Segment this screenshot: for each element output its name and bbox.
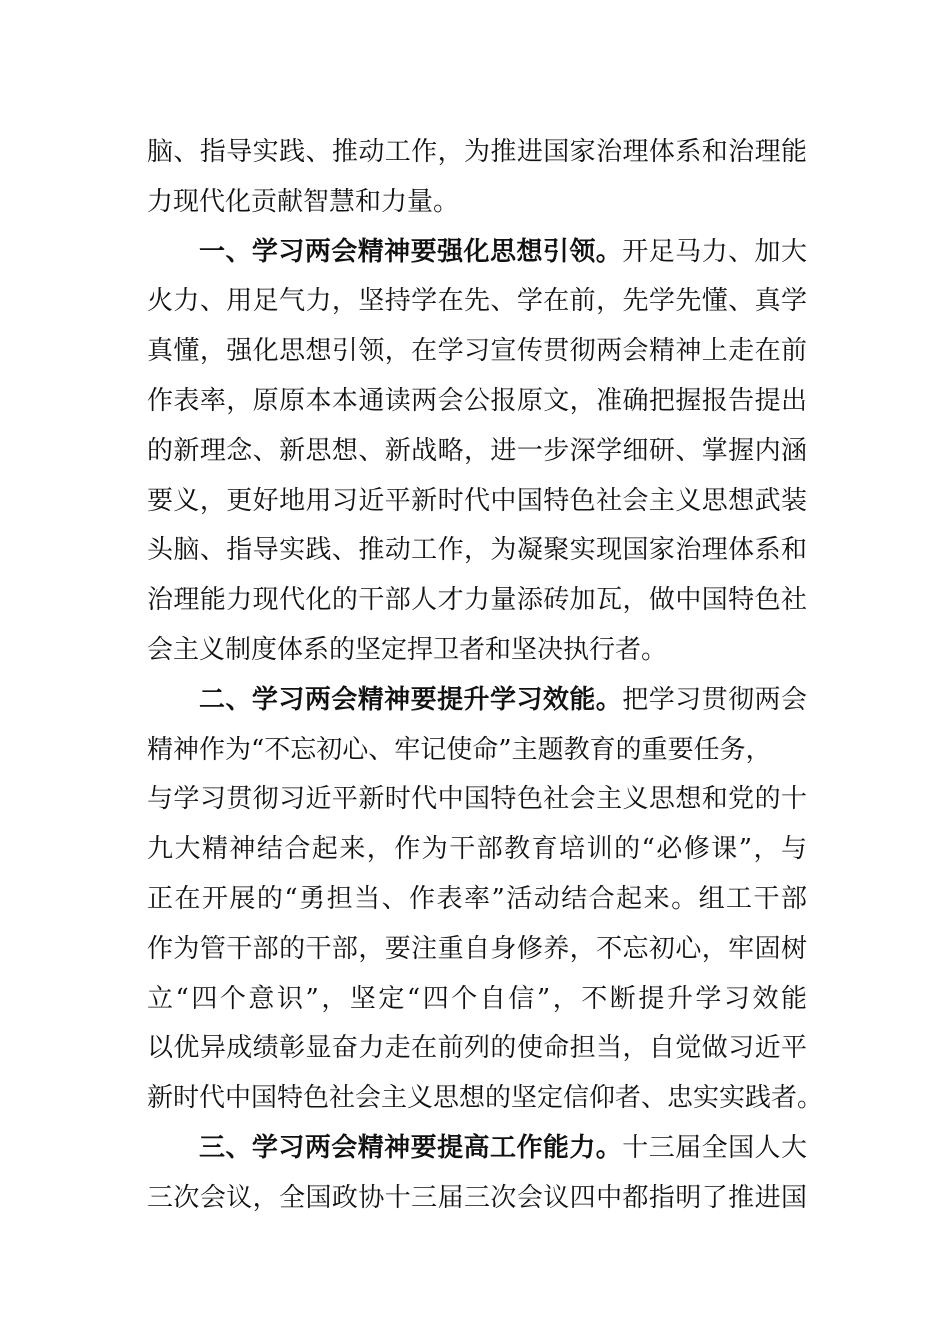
- text-run: 十三届全国人大: [622, 1132, 807, 1163]
- text-line: 作为管干部的干部，要注重自身修养，不忘初心，牢固树: [147, 933, 807, 964]
- text-line: 力现代化贡献智慧和力量。: [147, 186, 460, 217]
- text-line: 真懂，强化思想引领，在学习宣传贯彻两会精神上走在前: [147, 336, 807, 367]
- text-line: 要义，更好地用习近平新时代中国特色社会主义思想武装: [147, 485, 807, 516]
- section-heading: 三、学习两会精神要提高工作能力。: [199, 1132, 623, 1163]
- text-line: 与学习贯彻习近平新时代中国特色社会主义思想和党的十: [147, 784, 807, 815]
- text-line: 立“四个意识”，坚定“四个自信”，不断提升学习效能: [147, 983, 807, 1014]
- text-line: 会主义制度体系的坚定捍卫者和坚决执行者。: [147, 634, 668, 665]
- text-run: 把学习贯彻两会: [622, 684, 807, 715]
- text-line: 以优异成绩彰显奋力走在前列的使命担当，自觉做习近平: [147, 1033, 807, 1064]
- text-line: 作表率，原原本本通读两会公报原文，准确把握报告提出: [147, 385, 807, 416]
- section-heading: 一、学习两会精神要强化思想引领。: [199, 236, 623, 267]
- text-line: 精神作为“不忘初心、牢记使命”主题教育的重要任务，: [147, 734, 772, 765]
- section-heading: 二、学习两会精神要提升学习效能。: [199, 684, 623, 715]
- text-line: 新时代中国特色社会主义思想的坚定信仰者、忠实实践者。: [147, 1083, 824, 1114]
- section-heading-line: [147, 1124, 807, 1174]
- text-line: 九大精神结合起来，作为干部教育培训的“必修课”，与: [147, 834, 807, 865]
- text-line: 正在开展的“勇担当、作表率”活动结合起来。组工干部: [147, 883, 807, 914]
- text-run: 开足马力、加大: [622, 236, 807, 267]
- text-line: 的新理念、新思想、新战略，进一步深学细研、掌握内涵: [147, 435, 807, 466]
- text-line: 治理能力现代化的干部人才力量添砖加瓦，做中国特色社: [147, 585, 807, 616]
- text-line: 脑、指导实践、推动工作，为推进国家治理体系和治理能: [147, 137, 807, 167]
- text-line: 头脑、指导实践、推动工作，为凝聚实现国家治理体系和: [147, 535, 807, 566]
- section-heading-line: [147, 228, 807, 278]
- body-text: [147, 128, 824, 1224]
- text-line: 火力、用足气力，坚持学在先、学在前，先学先懂、真学: [147, 286, 807, 317]
- section-heading-line: [147, 676, 807, 726]
- text-line: 三次会议，全国政协十三届三次会议四中都指明了推进国: [147, 1182, 807, 1213]
